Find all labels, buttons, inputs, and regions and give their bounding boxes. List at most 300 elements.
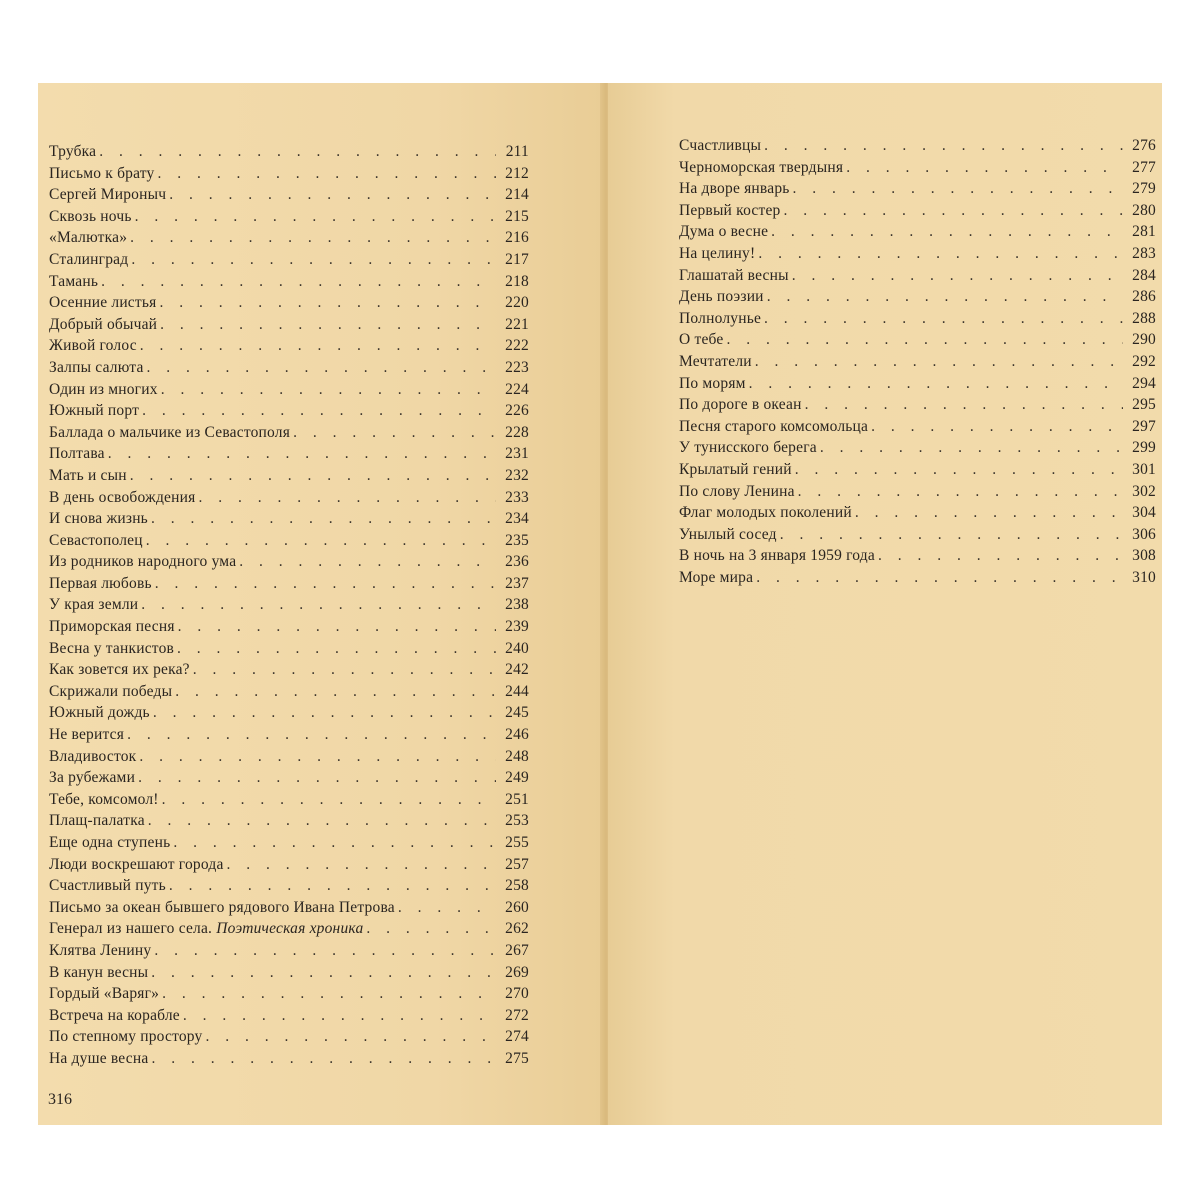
table-of-contents-right	[679, 135, 1156, 588]
dot-leader	[169, 875, 496, 897]
entry-title	[679, 221, 768, 243]
entry-title	[49, 810, 145, 832]
dot-leader	[162, 789, 496, 811]
toc-entry	[49, 292, 529, 314]
entry-title	[679, 178, 790, 200]
entry-page-number: 214	[505, 186, 529, 204]
dot-leader	[130, 227, 496, 249]
entry-title-text: Не верится	[49, 726, 125, 744]
entry-title-text: В канун весны	[49, 963, 149, 981]
entry-page-number: 233	[505, 488, 529, 506]
entry-title	[679, 502, 852, 524]
entry-title-text: Первый костер	[679, 201, 781, 219]
left-page	[38, 83, 603, 1125]
dot-leader	[130, 465, 496, 487]
entry-title	[679, 394, 802, 416]
entry-title-text: «Малютка»	[49, 229, 128, 247]
entry-page-number: 257	[505, 855, 529, 873]
dot-leader	[175, 681, 496, 703]
entry-title	[49, 487, 195, 509]
toc-entry	[679, 502, 1156, 524]
toc-entry	[49, 184, 529, 206]
entry-page-number: 262	[505, 920, 529, 938]
entry-page-number: 211	[505, 143, 529, 160]
entry-title-text: Южный порт	[49, 402, 140, 420]
toc-entry	[679, 329, 1156, 351]
dot-leader	[183, 1005, 496, 1027]
entry-title	[49, 292, 156, 314]
book-spread	[38, 83, 1162, 1125]
dot-leader	[755, 351, 1123, 373]
entry-title-text: Как зовется их река?	[49, 661, 190, 679]
entry-title-text: У тунисского берега	[679, 439, 817, 457]
toc-entry	[49, 400, 529, 422]
entry-title	[679, 437, 817, 459]
dot-leader	[795, 459, 1123, 481]
entry-page-number: 223	[505, 358, 529, 376]
entry-title-text: Сквозь ночь	[49, 207, 132, 225]
entry-page-number: 294	[1132, 374, 1156, 392]
dot-leader	[108, 443, 496, 465]
dot-leader	[154, 940, 496, 962]
entry-page-number: 245	[505, 704, 529, 722]
entry-title-text: У края земли	[49, 596, 139, 614]
entry-title	[49, 227, 127, 249]
entry-page-number: 292	[1132, 352, 1156, 370]
dot-leader	[158, 163, 496, 185]
dot-leader	[127, 724, 496, 746]
entry-page-number: 255	[505, 834, 529, 851]
entry-title-text: О тебе	[679, 331, 724, 349]
entry-title-text: В ночь на 3 января 1959 года	[679, 547, 875, 565]
entry-title-text: На душе весна	[49, 1049, 149, 1067]
toc-entry	[679, 135, 1156, 157]
entry-page-number: 279	[1132, 180, 1156, 198]
entry-title	[49, 983, 159, 1005]
entry-title-text: Счастливый путь	[49, 877, 166, 895]
dot-leader	[173, 832, 496, 854]
entry-title	[679, 329, 723, 351]
entry-page-number: 248	[505, 747, 529, 765]
entry-title-text: Из родников народного ума	[49, 553, 237, 571]
entry-title	[49, 206, 132, 228]
dot-leader	[726, 329, 1123, 351]
entry-title-text: Письмо за океан бывшего рядового Ивана Петрова	[49, 898, 395, 916]
entry-title	[49, 400, 139, 422]
entry-title-text: Сталинград	[49, 250, 129, 268]
entry-title	[679, 265, 789, 287]
dot-leader	[141, 594, 496, 616]
entry-title-text: Сергей Мироныч	[49, 186, 167, 204]
dot-leader	[155, 573, 496, 595]
entry-page-number: 310	[1132, 568, 1156, 586]
entry-title	[49, 702, 150, 724]
entry-title	[49, 508, 148, 530]
entry-page-number: 283	[1132, 244, 1156, 262]
entry-title	[49, 422, 290, 444]
dot-leader	[293, 422, 496, 444]
toc-entry	[49, 767, 529, 789]
toc-entry	[49, 594, 529, 616]
dot-leader	[101, 271, 496, 293]
entry-title-text: Живой голос	[49, 337, 137, 355]
right-page	[608, 83, 1162, 1125]
dot-leader	[749, 373, 1123, 395]
entry-title-text: Встреча на корабле	[49, 1006, 180, 1024]
toc-entry	[679, 178, 1156, 200]
entry-title	[49, 530, 143, 552]
entry-page-number: 267	[505, 941, 529, 959]
entry-title	[679, 157, 843, 179]
dot-leader	[793, 178, 1123, 200]
entry-title-text: Трубка	[49, 143, 97, 160]
dot-leader	[366, 918, 496, 940]
entry-page-number: 251	[505, 790, 529, 808]
entry-page-number: 260	[505, 898, 529, 916]
entry-page-number: 222	[505, 337, 529, 355]
toc-entry	[679, 351, 1156, 373]
toc-entry	[49, 443, 529, 465]
entry-title	[679, 200, 781, 222]
entry-title-text: На целину!	[679, 244, 756, 262]
entry-page-number: 295	[1132, 396, 1156, 414]
entry-title-text: Глашатай весны	[679, 266, 789, 284]
toc-entry	[679, 437, 1156, 459]
toc-entry	[679, 481, 1156, 503]
entry-title-text: Мечтатели	[679, 352, 752, 370]
entry-page-number: 244	[505, 682, 529, 700]
toc-entry	[49, 227, 529, 249]
entry-page-number: 220	[505, 294, 529, 312]
entry-page-number: 258	[505, 877, 529, 895]
dot-leader	[159, 292, 496, 314]
dot-leader	[139, 746, 496, 768]
toc-entry	[49, 746, 529, 768]
entry-title-text: Черноморская твердыня	[679, 158, 844, 176]
dot-leader	[820, 437, 1123, 459]
entry-title-text: Приморская песня	[49, 618, 175, 636]
entry-title-text: Один из многих	[49, 380, 158, 398]
dot-leader	[855, 502, 1123, 524]
entry-title	[49, 638, 174, 660]
toc-entry	[679, 373, 1156, 395]
entry-title-text: Мать и сын	[49, 466, 127, 484]
toc-entry	[49, 465, 529, 487]
entry-title	[49, 443, 105, 465]
entry-title	[679, 135, 761, 157]
dot-leader	[764, 135, 1123, 157]
entry-title	[49, 465, 127, 487]
entry-page-number: 218	[505, 272, 529, 290]
dot-leader	[146, 530, 496, 552]
entry-page-number: 228	[505, 423, 529, 441]
toc-entry	[49, 897, 529, 919]
entry-title-text: За рубежами	[49, 769, 136, 787]
entry-page-number: 237	[505, 574, 529, 592]
toc-entry	[49, 1026, 529, 1048]
entry-title	[679, 286, 764, 308]
entry-page-number: 212	[505, 164, 529, 182]
entry-page-number: 274	[505, 1028, 529, 1046]
entry-page-number: 269	[505, 963, 529, 981]
toc-entry	[49, 918, 529, 940]
toc-entry	[679, 545, 1156, 567]
entry-title-text: Скрижали победы	[49, 682, 173, 700]
toc-entry	[49, 724, 529, 746]
entry-subtitle: Поэтическая хроника	[216, 920, 364, 938]
dot-leader	[758, 243, 1123, 265]
toc-entry	[49, 335, 529, 357]
entry-page-number: 270	[505, 985, 529, 1003]
entry-title	[49, 616, 175, 638]
entry-page-number: 253	[505, 812, 529, 830]
dot-leader	[764, 308, 1123, 330]
entry-title-text: Южный дождь	[49, 704, 150, 722]
entry-page-number: 290	[1132, 331, 1156, 349]
dot-leader	[792, 265, 1123, 287]
entry-title	[49, 789, 159, 811]
dot-leader	[805, 394, 1123, 416]
toc-entry	[49, 638, 529, 660]
entry-title	[49, 141, 96, 163]
table-of-contents-left	[49, 141, 529, 1070]
dot-leader	[798, 481, 1123, 503]
entry-page-number: 236	[505, 553, 529, 571]
entry-title-text: Клятва Ленину	[49, 941, 152, 959]
entry-title	[679, 545, 875, 567]
entry-title	[49, 875, 166, 897]
entry-page-number: 235	[505, 531, 529, 549]
dot-leader	[846, 157, 1123, 179]
entry-page-number: 224	[505, 380, 529, 398]
toc-entry	[49, 702, 529, 724]
toc-entry	[679, 221, 1156, 243]
entry-title	[49, 832, 170, 854]
entry-page-number: 234	[505, 510, 529, 528]
entry-title	[49, 573, 152, 595]
entry-title-text: Владивосток	[49, 747, 137, 765]
entry-page-number: 284	[1132, 266, 1156, 284]
dot-leader	[99, 141, 496, 163]
dot-leader	[177, 638, 496, 660]
dot-leader	[193, 659, 496, 681]
toc-entry	[49, 810, 529, 832]
dot-leader	[135, 206, 496, 228]
entry-page-number: 275	[505, 1049, 529, 1067]
entry-title-text: Первая любовь	[49, 574, 152, 592]
entry-page-number: 226	[505, 402, 529, 420]
entry-page-number: 240	[505, 639, 529, 657]
entry-title	[49, 1048, 148, 1070]
entry-title-text: Дума о весне	[679, 223, 769, 241]
entry-title	[49, 163, 155, 185]
toc-entry	[49, 422, 529, 444]
dot-leader	[871, 416, 1123, 438]
entry-page-number: 246	[505, 726, 529, 744]
entry-title	[49, 1005, 180, 1027]
entry-title	[49, 594, 138, 616]
toc-entry	[679, 567, 1156, 589]
entry-title-text: На дворе январь	[679, 180, 790, 198]
entry-title-text: Весна у танкистов	[49, 639, 175, 657]
dot-leader	[398, 897, 496, 919]
entry-title-text: Крылатый гений	[679, 460, 792, 478]
entry-title	[679, 416, 868, 438]
entry-title	[679, 351, 752, 373]
dot-leader	[161, 379, 496, 401]
entry-title-text: Добрый обычай	[49, 315, 158, 333]
entry-title-text: Генерал из нашего села.	[49, 920, 213, 938]
entry-page-number: 232	[505, 466, 529, 484]
toc-entry	[49, 1005, 529, 1027]
entry-title	[49, 681, 172, 703]
entry-title-text: Плащ-палатка	[49, 812, 145, 830]
toc-entry	[49, 487, 529, 509]
entry-title	[679, 373, 746, 395]
entry-title	[49, 962, 148, 984]
entry-title	[49, 940, 151, 962]
dot-leader	[227, 854, 496, 876]
entry-title-text: Море мира	[679, 568, 754, 586]
entry-title	[49, 918, 363, 940]
dot-leader	[878, 545, 1123, 567]
dot-leader	[206, 1026, 496, 1048]
entry-page-number: 221	[505, 315, 529, 333]
toc-entry	[49, 508, 529, 530]
entry-title-text: Тамань	[49, 272, 99, 290]
toc-entry	[49, 940, 529, 962]
dot-leader	[780, 524, 1123, 546]
entry-page-number: 216	[505, 229, 529, 247]
entry-title-text: По степному простору	[49, 1028, 203, 1046]
entry-title	[679, 524, 777, 546]
dot-leader	[767, 286, 1123, 308]
toc-entry	[49, 962, 529, 984]
entry-title-text: Песня старого комсомольца	[679, 417, 869, 435]
toc-entry	[49, 141, 529, 163]
entry-title	[679, 308, 761, 330]
entry-page-number: 249	[505, 769, 529, 787]
toc-entry	[679, 157, 1156, 179]
toc-entry	[49, 357, 529, 379]
entry-title	[679, 459, 792, 481]
entry-title-text: Залпы салюта	[49, 358, 144, 376]
toc-entry	[49, 1048, 529, 1070]
toc-entry	[679, 286, 1156, 308]
dot-leader	[151, 1048, 496, 1070]
toc-entry	[49, 616, 529, 638]
entry-title	[49, 249, 128, 271]
dot-leader	[756, 567, 1123, 589]
entry-page-number: 301	[1132, 460, 1156, 478]
entry-title	[49, 271, 98, 293]
toc-entry	[49, 206, 529, 228]
entry-page-number: 276	[1132, 137, 1156, 154]
toc-entry	[679, 243, 1156, 265]
dot-leader	[131, 249, 496, 271]
dot-leader	[239, 551, 496, 573]
toc-entry	[679, 416, 1156, 438]
dot-leader	[160, 314, 496, 336]
toc-entry	[49, 875, 529, 897]
toc-entry	[49, 530, 529, 552]
entry-title	[679, 243, 755, 265]
entry-page-number: 238	[505, 596, 529, 614]
entry-title	[49, 357, 144, 379]
toc-entry	[49, 379, 529, 401]
dot-leader	[153, 702, 496, 724]
entry-page-number: 242	[505, 661, 529, 679]
toc-entry	[679, 308, 1156, 330]
dot-leader	[142, 400, 496, 422]
dot-leader	[151, 962, 496, 984]
entry-page-number: 231	[505, 445, 529, 463]
toc-entry	[679, 265, 1156, 287]
entry-title	[49, 335, 137, 357]
toc-entry	[679, 524, 1156, 546]
entry-page-number: 239	[505, 618, 529, 636]
entry-title-text: Севастополец	[49, 531, 143, 549]
entry-page-number: 286	[1132, 288, 1156, 306]
entry-title	[49, 184, 166, 206]
entry-title	[49, 854, 224, 876]
entry-title	[49, 551, 236, 573]
dot-leader	[148, 810, 496, 832]
entry-page-number: 299	[1132, 439, 1156, 457]
dot-leader	[147, 357, 496, 379]
toc-entry	[679, 459, 1156, 481]
entry-title-text: По морям	[679, 374, 746, 392]
entry-title	[679, 567, 753, 589]
entry-title-text: Флаг молодых поколений	[679, 504, 852, 522]
toc-entry	[49, 551, 529, 573]
dot-leader	[162, 983, 496, 1005]
entry-title-text: Письмо к брату	[49, 164, 155, 182]
entry-title	[49, 659, 190, 681]
entry-page-number: 215	[505, 207, 529, 225]
toc-entry	[49, 832, 529, 854]
entry-title-text: Баллада о мальчике из Севастополя	[49, 423, 291, 441]
entry-title	[49, 1026, 203, 1048]
entry-title-text: Тебе, комсомол!	[49, 790, 159, 808]
dot-leader	[198, 487, 496, 509]
entry-title	[49, 724, 124, 746]
dot-leader	[771, 221, 1123, 243]
toc-entry	[49, 681, 529, 703]
entry-title-text: Гордый «Варяг»	[49, 985, 160, 1003]
entry-page-number: 272	[505, 1006, 529, 1024]
entry-title-text: По слову Ленина	[679, 482, 795, 500]
entry-title	[49, 379, 158, 401]
entry-page-number: 288	[1132, 309, 1156, 327]
toc-entry	[49, 573, 529, 595]
toc-entry	[49, 983, 529, 1005]
page-number: 316	[48, 1091, 72, 1108]
entry-page-number: 281	[1132, 223, 1156, 241]
entry-page-number: 280	[1132, 201, 1156, 219]
toc-entry	[49, 249, 529, 271]
entry-title-text: Осенние листья	[49, 294, 157, 312]
toc-entry	[679, 200, 1156, 222]
dot-leader	[140, 335, 496, 357]
entry-page-number: 217	[505, 250, 529, 268]
dot-leader	[151, 508, 496, 530]
toc-entry	[49, 659, 529, 681]
toc-entry	[49, 271, 529, 293]
entry-title-text: Полтава	[49, 445, 105, 463]
entry-page-number: 297	[1132, 417, 1156, 435]
entry-page-number: 304	[1132, 504, 1156, 522]
